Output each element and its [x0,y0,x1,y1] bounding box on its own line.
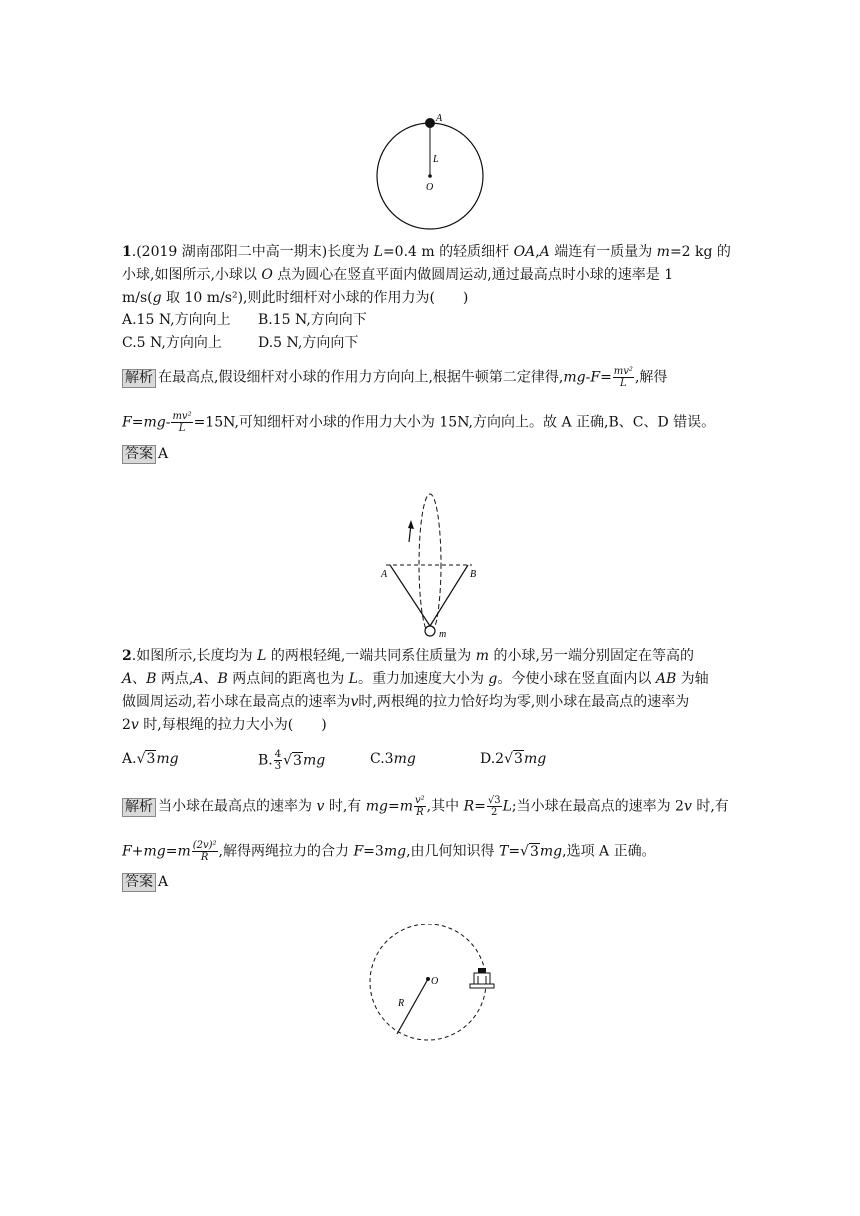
fig2-label-m: m [439,629,447,640]
q2-line-2: A、B 两点,A、B 两点间的距离也为 L。重力加速度大小为 g。今使小球在竖直面内以 AB 为轴 [122,671,709,687]
answer-tag: 答案 [122,873,156,892]
fig1-label-a: A [436,113,443,124]
fig2-label-a: A [381,569,388,580]
fig1-label-l: L [433,154,439,165]
q2-analysis-line-1: 解析 当小球在最高点的速率为 v 时,有 mg=m $\frac{\text{v²}}{R}$ ,其中 R= $\frac{√3}{2}$ L;当小球在最高点的速率为 2v 时,有 [122,795,729,818]
q1-line-3: m/s(g 取 10 m/s²),则此时细杆对小球的作用力为( ) [122,290,469,306]
q2-option-d: D.2√3mg [480,751,547,767]
answer-tag: 答案 [122,445,156,464]
analysis-tag: 解析 [122,369,156,388]
block-on-circle-icon [470,968,494,988]
q2-analysis-line-2: F+mg=m $\frac{\text{(2v)²}}{R}$ ,解得两绳拉力的合力 F=3mg,由几何知识得 T=√3mg,选项 A 正确。 [122,840,656,863]
figure-2-conical-ropes [376,488,486,643]
analysis-tag: 解析 [122,798,156,817]
q1-answer: 答案 A [122,444,168,464]
fraction: $\frac{\text{mv²}}{L}$ [172,411,192,434]
q1-option-d: D.5 N,方向向下 [258,335,359,351]
q2-option-c: C.3mg [370,751,416,767]
q1-option-a: A.15 N,方向向上 [122,312,231,328]
fraction: $\frac{\text{mv²}}{L}$ [613,366,633,389]
fig3-label-o: O [431,976,439,987]
figure-1-circle-rod [370,110,490,230]
q1-option-b: B.15 N,方向向下 [258,312,367,328]
q2-line-3: 做圆周运动,若小球在最高点的速率为v时,两根绳的拉力恰好均为零,则小球在最高点的速率为 [122,694,690,710]
q1-line-2: 小球,如图所示,小球以 O 点为圆心在竖直平面内做圆周运动,通过最高点时小球的速率是 1 [122,267,674,283]
q2-option-b: B. $\frac{4}{3}$ √3mg [258,749,326,772]
q1-line-1: 1.(2019 湖南邵阳二中高一期末)长度为 L=0.4 m 的轻质细杆 OA,A 端连有一质量为 m=2 kg 的 [122,244,731,260]
q1-analysis-line-2: F=mg- $\frac{\text{mv²}}{L}$ =15N,可知细杆对小球的作用力大小为 15N,方向向上。故 A 正确,B、C、D 错误。 [122,411,716,434]
q2-line-1: 2.如图所示,长度均为 L 的两根轻绳,一端共同系住质量为 m 的小球,另一端分别固定在等高的 [122,648,694,664]
fig1-label-o: O [426,182,434,193]
q2-answer: 答案 A [122,872,168,892]
q2-option-a: A.√3mg [122,751,179,767]
q2-line-4: 2v 时,每根绳的拉力大小为( ) [122,717,327,733]
figure-3-dashed-circle [360,924,500,1049]
q1-analysis-line-1: 解析 在最高点,假设细杆对小球的作用力方向向上,根据牛顿第二定律得,mg-F= $\frac{\text{mv²}}{L}$ ,解得 [122,366,667,389]
fig3-label-r: R [398,998,405,1009]
q1-option-c: C.5 N,方向向上 [122,335,222,351]
fig2-label-b: B [470,569,477,580]
